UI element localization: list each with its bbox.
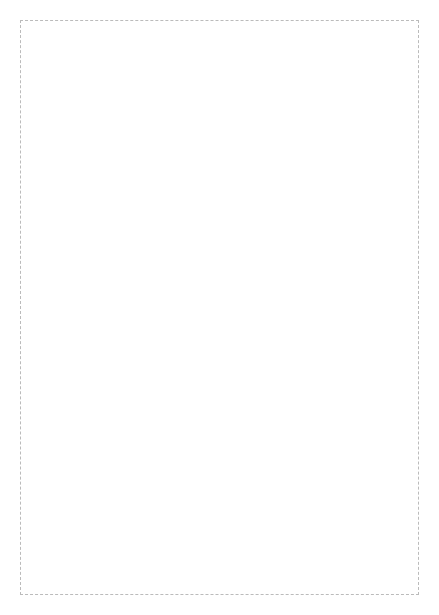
content-placeholder [20,20,419,595]
